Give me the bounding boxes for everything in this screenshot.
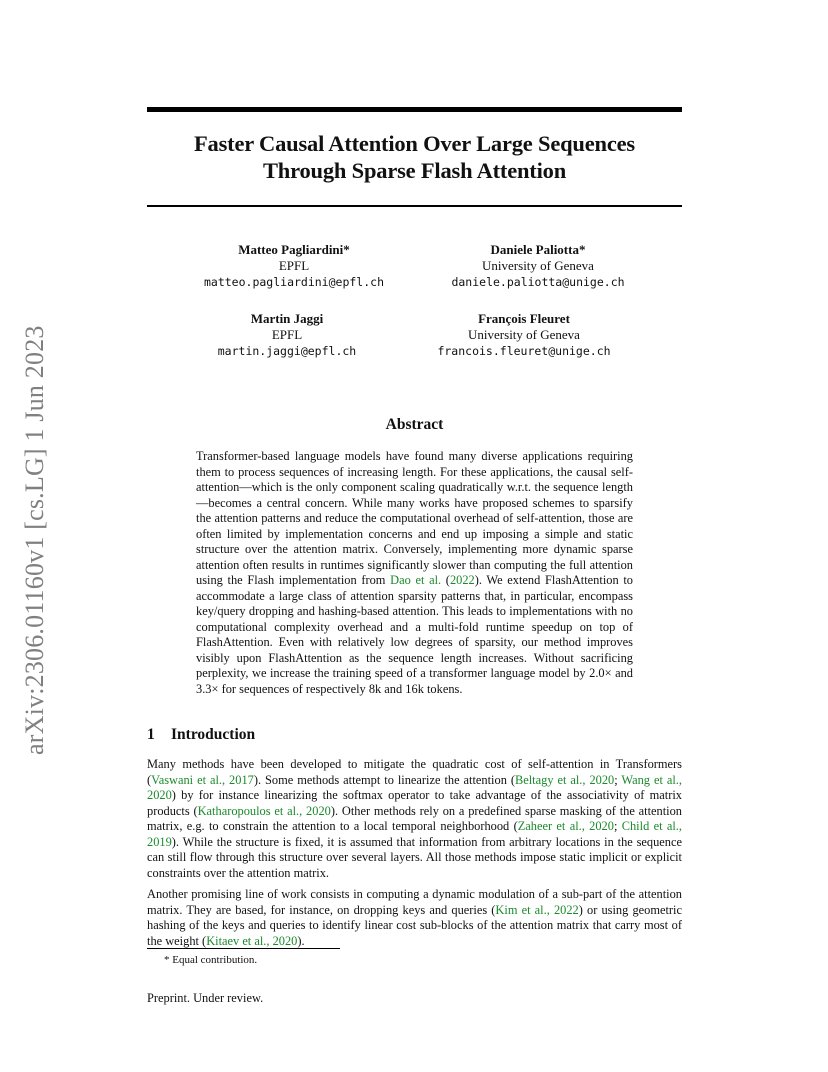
title-line-2: Through Sparse Flash Attention xyxy=(262,158,567,183)
abstract-text-run: Transformer-based language models have found many diverse applications requiring them to process sequences of increasing length. For these applications, the causal self-attention—which is the only component scaling quadratically w.r.t. the sequence length—becomes a central concern. While many works have proposed schemes to sparsify the attention patterns and reduce the computational overhead of self-attention, those are often limited by implementation concerns and end up imposing a simple and static structure over the attention matrix. Conversely, implementing more dynamic sparse attention often results in runtimes significantly slower than computing the full attention using the Flash implementation from xyxy=(196,449,633,587)
body-text-run: ). While the structure is fixed, it is assumed that information from arbitrary locations in the sequence can still flow through this structure over several layers. All those methods impose static implicit or explicit constraints over the attention matrix. xyxy=(147,834,682,880)
citation-link[interactable]: Beltagy et al., 2020 xyxy=(514,772,615,787)
intro-paragraph xyxy=(147,887,682,949)
citation-link[interactable]: Dao et al. xyxy=(390,573,442,587)
body-text-run: ) or using geometric hashing of the keys and queries to identify linear cost sub-blocks of the attention matrix that carry most of the weight ( xyxy=(147,902,682,948)
body-text-run: ; xyxy=(613,819,622,833)
author-affiliation: University of Geneva xyxy=(482,258,594,273)
paper-title xyxy=(147,130,682,184)
citation-link[interactable]: Katharopoulos et al., 2020 xyxy=(197,803,331,818)
abstract-text xyxy=(196,449,633,697)
author-email[interactable]: francois.fleuret@unige.ch xyxy=(437,344,611,358)
author-block xyxy=(408,242,668,290)
author-email[interactable]: martin.jaggi@epfl.ch xyxy=(217,344,357,358)
author-block xyxy=(157,311,417,359)
author-affiliation: University of Geneva xyxy=(468,327,580,342)
citation-link[interactable]: Wang et al., 2020 xyxy=(147,772,682,802)
title-rule-bottom xyxy=(147,205,682,207)
footnote: * Equal contribution. xyxy=(164,954,258,966)
citation-link[interactable]: Zaheer et al., 2020 xyxy=(517,819,614,833)
body-text-run: ) by for instance linearizing the softmax operator to take advantage of the associativity of matrix products ( xyxy=(147,788,682,818)
abstract-text-run: ). We extend FlashAttention to accommodate a large class of attention sparsity patterns that, in particular, encompass key/query dropping and hashing-based attention. This leads to implementations with no computational complexity overhead and a multi-fold runtime speedup on top of FlashAttention. Even with relatively low degrees of sparsity, our method improves visibly upon FlashAttention as the sequence length increases. Without sacrificing perplexity, we increase the training speed of a transformer language model by 2.0× and 3.3× for sequences of respectively 8k and 16k tokens. xyxy=(196,573,633,696)
abstract-heading: Abstract xyxy=(385,416,444,433)
author-block xyxy=(164,242,424,290)
author-email[interactable]: matteo.pagliardini@epfl.ch xyxy=(203,275,384,289)
citation-link[interactable]: Child et al., 2019 xyxy=(147,819,682,849)
footnote-rule xyxy=(147,948,340,949)
intro-paragraph xyxy=(147,757,682,881)
author-name: Matteo Pagliardini* xyxy=(238,242,350,257)
arxiv-stamp: arXiv:2306.01160v1 [cs.LG] 1 Jun 2023 xyxy=(20,325,49,755)
author-name: François Fleuret xyxy=(478,311,570,326)
author-affiliation: EPFL xyxy=(271,327,303,342)
author-affiliation: EPFL xyxy=(278,258,310,273)
section-heading xyxy=(147,726,255,744)
body-text-run: ; xyxy=(614,772,622,787)
author-name: Daniele Paliotta* xyxy=(490,242,586,257)
title-line-1: Faster Causal Attention Over Large Sequences xyxy=(194,131,635,156)
section-number: 1 xyxy=(147,726,155,743)
body-text-run: Another promising line of work consists in computing a dynamic modulation of a sub-part of the attention matrix. They are based, for instance, on dropping keys and queries ( xyxy=(147,887,682,917)
body-text-run: ). Some methods attempt to linearize the attention ( xyxy=(253,772,515,787)
citation-link[interactable]: Kitaev et al., 2020 xyxy=(206,933,298,948)
abstract-text-run: ( xyxy=(441,573,450,587)
body-text-run: ). Other methods rely on a predefined sparse masking of the attention matrix, e.g. to constrain the attention to a local temporal neighborhood ( xyxy=(147,803,682,833)
author-name: Martin Jaggi xyxy=(250,311,324,326)
author-email[interactable]: daniele.paliotta@unige.ch xyxy=(451,275,625,289)
preprint-note: Preprint. Under review. xyxy=(147,991,264,1005)
citation-link[interactable]: Kim et al., 2022 xyxy=(495,902,579,917)
citation-link[interactable]: 2022 xyxy=(449,573,475,587)
title-rule-top xyxy=(147,107,682,112)
body-text-run: ). xyxy=(297,933,305,948)
author-block xyxy=(394,311,654,359)
body-text-run: Many methods have been developed to mitigate the quadratic cost of self-attention in Transformers ( xyxy=(147,757,682,787)
section-title: Introduction xyxy=(171,726,256,743)
citation-link[interactable]: Vaswani et al., 2017 xyxy=(151,772,254,787)
